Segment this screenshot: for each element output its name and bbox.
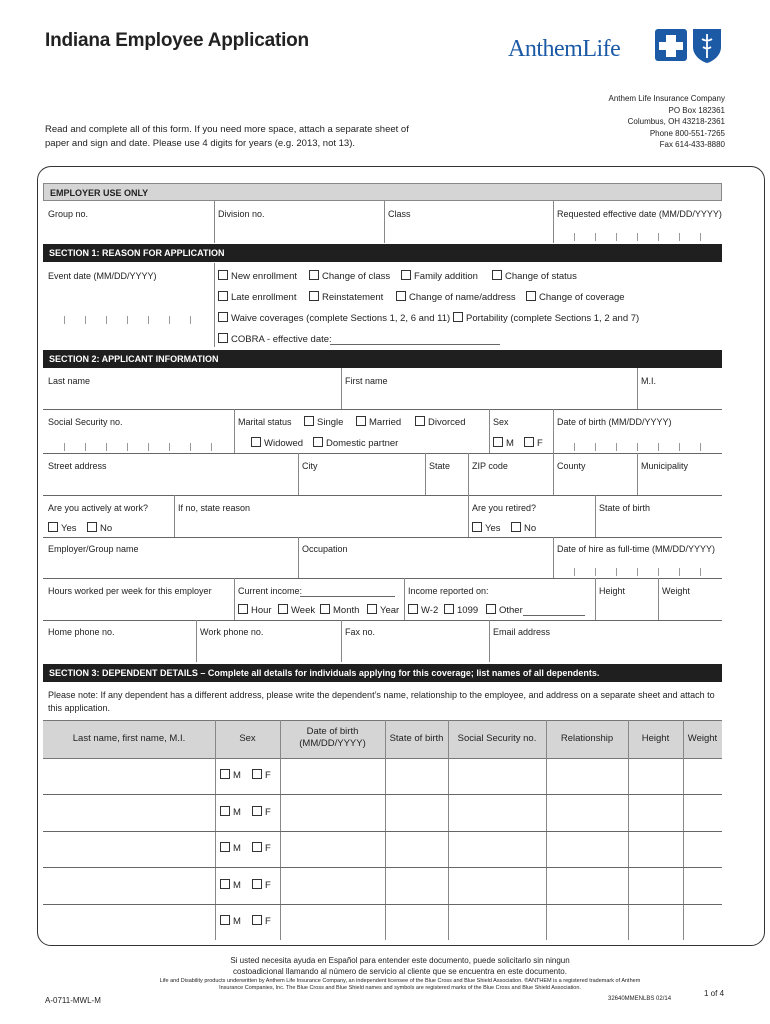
city-label: City: [302, 461, 318, 471]
requested-date-label: Requested effective date (MM/DD/YYYY): [557, 209, 722, 219]
dob-field[interactable]: [553, 443, 723, 451]
page-title: Indiana Employee Application: [45, 30, 309, 51]
event-date-field[interactable]: [43, 316, 214, 324]
widowed-checkbox[interactable]: Widowed: [251, 437, 303, 449]
weight-label: Weight: [662, 586, 690, 596]
occupation-label: Occupation: [302, 544, 348, 554]
email-label: Email address: [493, 627, 551, 637]
dep3-sex-m-checkbox[interactable]: M: [220, 842, 241, 854]
current-income-field[interactable]: [300, 596, 395, 597]
instructions: Read and complete all of this form. If you need more space, attach a separate sheet of paper and sign and date. Please use 4 digits for years (e.g. 2013, not 13).: [45, 124, 409, 149]
hire-date-field[interactable]: [553, 568, 723, 576]
legal-line: Insurance Companies, Inc. The Blue Cross and Blue Shield names and symbols are registered marks of the Blue Cross and Blue Shield Association.: [219, 985, 581, 991]
change-of-coverage-checkbox[interactable]: Change of coverage: [526, 291, 625, 303]
income-week-checkbox[interactable]: Week: [278, 604, 315, 616]
dependent-note: Please note: If any dependent has a different address, please write the dependent’s name, relationship to the employee, and address on a separate sheet and attach to this application.: [48, 690, 715, 713]
height-label: Height: [599, 586, 626, 596]
state-reason-label: If no, state reason: [178, 503, 251, 513]
active-no-checkbox[interactable]: No: [87, 522, 112, 534]
domestic-partner-checkbox[interactable]: Domestic partner: [313, 437, 398, 449]
income-hour-checkbox[interactable]: Hour: [238, 604, 272, 616]
mi-label: M.I.: [641, 376, 656, 386]
event-date-label: Event date (MM/DD/YYYY): [48, 271, 157, 281]
col-height: Height: [641, 733, 670, 744]
address-line: Anthem Life Insurance Company: [608, 94, 725, 103]
spanish-line: costoadicional llamando al número de servicio al cliente que se encuentra en este documento.: [233, 967, 567, 976]
w2-checkbox[interactable]: W-2: [408, 604, 438, 616]
active-yes-checkbox[interactable]: Yes: [48, 522, 77, 534]
cobra-checkbox[interactable]: COBRA - effective date:: [218, 333, 332, 345]
anthem-life-logo: AnthemLife: [508, 36, 621, 62]
col-relationship: Relationship: [560, 733, 614, 744]
dep2-sex-f-checkbox[interactable]: F: [252, 806, 271, 818]
employer-use-heading: EMPLOYER USE ONLY: [43, 183, 722, 201]
current-income-label: Current income:: [238, 586, 303, 596]
street-address-label: Street address: [48, 461, 107, 471]
single-checkbox[interactable]: Single: [304, 416, 343, 428]
new-enrollment-checkbox[interactable]: New enrollment: [218, 270, 297, 282]
dep5-sex-f-checkbox[interactable]: F: [252, 915, 271, 927]
col-weight: Weight: [687, 733, 718, 744]
section1-heading: SECTION 1: REASON FOR APPLICATION: [43, 244, 722, 262]
spanish-notice: [140, 955, 660, 977]
group-no-label: Group no.: [48, 209, 89, 219]
1099-checkbox[interactable]: 1099: [444, 604, 478, 616]
address-line: PO Box 182361: [668, 105, 725, 115]
address-line: Phone 800-551-7265: [649, 128, 725, 138]
retired-yes-checkbox[interactable]: Yes: [472, 522, 501, 534]
family-addition-checkbox[interactable]: Family addition: [401, 270, 478, 282]
waive-coverages-checkbox[interactable]: Waive coverages (complete Sections 1, 2, 6 and 11): [218, 312, 450, 324]
divorced-checkbox[interactable]: Divorced: [415, 416, 466, 428]
legal-notice: [140, 978, 660, 992]
other-income-field[interactable]: [523, 615, 585, 616]
retired-no-checkbox[interactable]: No: [511, 522, 536, 534]
dep2-sex-m-checkbox[interactable]: M: [220, 806, 241, 818]
hours-label: Hours worked per week for this employer: [48, 586, 212, 596]
spanish-line: Si usted necesita ayuda en Español para entender este documento, puede solicitarlo sin ningun: [230, 956, 570, 965]
class-label: Class: [388, 209, 411, 219]
division-no-label: Division no.: [218, 209, 265, 219]
zip-label: ZIP code: [472, 461, 508, 471]
retired-label: Are you retired?: [472, 503, 537, 513]
sex-f-checkbox[interactable]: F: [524, 437, 543, 449]
col-ssn: Social Security no.: [457, 733, 537, 744]
col-dob: Date of birth (MM/DD/YYYY): [299, 726, 366, 749]
employer-name-label: Employer/Group name: [48, 544, 139, 554]
dep3-sex-f-checkbox[interactable]: F: [252, 842, 271, 854]
portability-checkbox[interactable]: Portability (complete Sections 1, 2 and 7): [453, 312, 639, 324]
col-sex: Sex: [239, 733, 256, 744]
home-phone-label: Home phone no.: [48, 627, 115, 637]
form-frame: [37, 166, 765, 946]
work-phone-label: Work phone no.: [200, 627, 264, 637]
married-checkbox[interactable]: Married: [356, 416, 401, 428]
dep4-sex-f-checkbox[interactable]: F: [252, 879, 271, 891]
other-income-checkbox[interactable]: Other: [486, 604, 523, 616]
last-name-label: Last name: [48, 376, 91, 386]
fax-label: Fax no.: [345, 627, 376, 637]
document-code: 32640MMENLBS 02/14: [608, 996, 672, 1002]
municipality-label: Municipality: [641, 461, 689, 471]
company-address: [608, 93, 725, 151]
county-label: County: [557, 461, 586, 471]
dep1-sex-m-checkbox[interactable]: M: [220, 769, 241, 781]
address-line: Fax 614-433-8880: [659, 140, 725, 149]
state-label: State: [429, 461, 451, 471]
reinstatement-checkbox[interactable]: Reinstatement: [309, 291, 383, 303]
ssn-field[interactable]: [43, 443, 234, 451]
legal-line: Life and Disability products underwritten by Anthem Life Insurance Company, an independent licensee of the Blue Cross and Blue Shield Association. ®ANTHEM is a registered trademark of Anthem: [159, 978, 641, 984]
income-month-checkbox[interactable]: Month: [320, 604, 359, 616]
income-year-checkbox[interactable]: Year: [367, 604, 399, 616]
dep5-sex-m-checkbox[interactable]: M: [220, 915, 241, 927]
hire-date-label: Date of hire as full-time (MM/DD/YYYY): [557, 544, 716, 554]
page-number: 1 of 4: [704, 989, 725, 998]
ssn-label: Social Security no.: [48, 417, 123, 427]
change-of-class-checkbox[interactable]: Change of class: [309, 270, 390, 282]
sex-m-checkbox[interactable]: M: [493, 437, 514, 449]
change-of-name-checkbox[interactable]: Change of name/address: [396, 291, 516, 303]
form-code: A-0711-MWL-M: [45, 996, 101, 1005]
late-enrollment-checkbox[interactable]: Late enrollment: [218, 291, 296, 303]
blue-cross-blue-shield-logo: [655, 25, 725, 65]
change-of-status-checkbox[interactable]: Change of status: [492, 270, 577, 282]
dob-label: Date of birth (MM/DD/YYYY): [557, 417, 672, 427]
dep1-sex-f-checkbox[interactable]: F: [252, 769, 271, 781]
dep4-sex-m-checkbox[interactable]: M: [220, 879, 241, 891]
col-name: Last name, first name, M.I.: [72, 733, 186, 744]
col-state-of-birth: State of birth: [389, 733, 444, 744]
first-name-label: First name: [345, 376, 388, 386]
actively-at-work-label: Are you actively at work?: [48, 503, 149, 513]
address-line: Columbus, OH 43218-2361: [627, 117, 725, 126]
income-reported-label: Income reported on:: [408, 586, 489, 596]
sex-label: Sex: [493, 417, 509, 427]
requested-date-field[interactable]: [553, 233, 723, 241]
marital-status-label: Marital status: [238, 417, 292, 427]
section2-heading: SECTION 2: APPLICANT INFORMATION: [43, 350, 722, 368]
state-of-birth-label: State of birth: [599, 503, 651, 513]
cobra-date-field[interactable]: [330, 344, 500, 345]
section3-heading: SECTION 3: DEPENDENT DETAILS – Complete all details for individuals applying for this coverage; list names of all dependents.: [43, 664, 722, 682]
